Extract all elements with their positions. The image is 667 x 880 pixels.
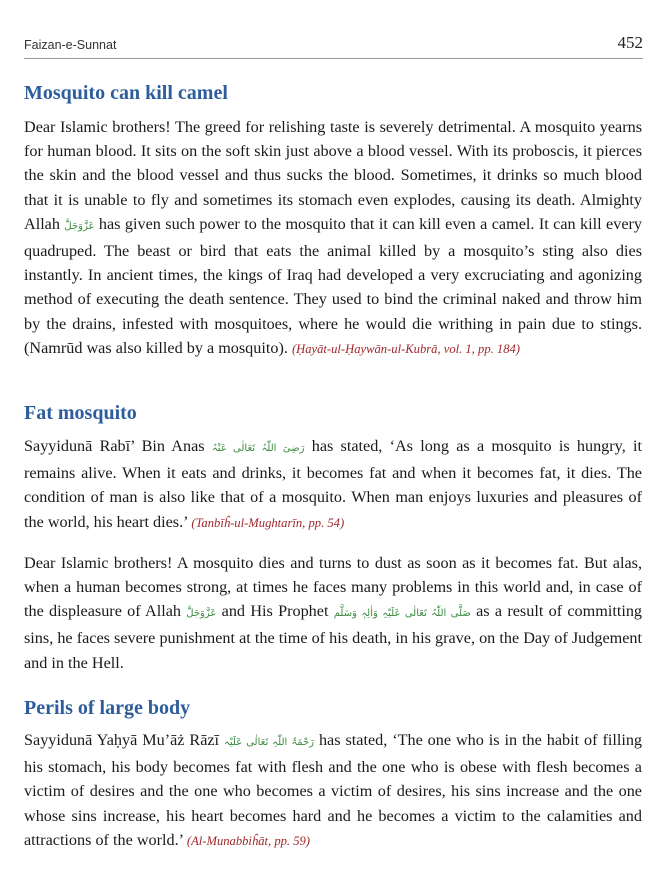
book-title: Faizan-e-Sunnat: [24, 38, 117, 52]
section-title: Perils of large body: [24, 697, 191, 719]
arabic-honorific: صَلَّی اللّٰہُ تَعَالٰی عَلَیْہِ وَاٰلِہٖ وَسَلَّم: [333, 608, 471, 620]
paragraph-text: as a result of committing sins, he faces severe punishment at the time of his death, in his grave, on the Day of Judgement and in the Hell.: [24, 602, 643, 672]
arabic-honorific: عَزَّوَجَلَّ: [64, 220, 95, 232]
arabic-honorific: عَزَّوَجَلَّ: [186, 608, 217, 620]
paragraph: [24, 728, 642, 853]
citation: (Ḥayāt-ul-Ḥaywān-ul-Kubrā, vol. 1, pp. 184): [291, 341, 521, 356]
paragraph: [24, 551, 642, 675]
page-header: [24, 33, 643, 59]
section-mosquito-can-kill-camel: [24, 81, 642, 361]
page-number: 452: [617, 33, 643, 52]
section-title: Mosquito can kill camel: [24, 82, 228, 104]
section-fat-mosquito: [24, 401, 642, 675]
paragraph: [24, 115, 642, 361]
paragraph-text: Sayyidunā Rabī’ Bin Anas: [24, 437, 212, 455]
paragraph-text: and His Prophet: [216, 602, 334, 621]
paragraph-text: has stated, ‘As long as a mosquito is hungry, it remains alive. When it eats and drinks, it becomes fat and when it becomes fat, it dies. The condition of man is also like that of a mosquito. When man enjoys luxuries and pleasures of the world, his heart dies.’: [24, 437, 642, 531]
citation: (Al-Munabbiĥāt, pp. 59): [186, 833, 310, 848]
paragraph-text: has given such power to the mosquito that it can kill even a camel. It can kill every quadruped. The beast or bird that eats the animal killed by a mosquito’s sting also dies instantly. In ancient times, the kings of Iraq had developed a very excruciating and agonizing method of executing the death sentence. They used to bind the criminal naked and throw him by the drains, infested with mosquitoes, where he would die writhing in pain due to stings. (Namrūd was also killed by a mosquito).: [24, 214, 642, 357]
section-perils-of-large-body: [24, 696, 642, 853]
paragraph-text: has stated, ‘The one who is in the habit of filling his stomach, his body becomes fat with flesh and the one who is obese with flesh becomes a victim of desires and the one who becomes a victim of desires, his sins increase and the one whose sins increase, his heart becomes hard and he becomes a victim to the calamities and attractions of the world.’: [24, 731, 643, 849]
paragraph-text: Dear Islamic brothers! The greed for relishing taste is severely detrimental. A mosquito yearns for human blood. It sits on the soft skin just above a blood vessel. With its proboscis, it pierces the skin and the blood vessel and thus sucks the blood. Sometimes, it drinks so much blood that it is unable to fly and sometimes its stomach even explodes, causing its death. Almighty Allah: [24, 118, 642, 233]
section-title: Fat mosquito: [24, 402, 137, 424]
citation: (Tanbīĥ-ul-Mughtarīn, pp. 54): [191, 515, 345, 530]
paragraph: [24, 434, 642, 535]
arabic-honorific: رَحْمَۃُ اللّٰہِ تَعَالٰی عَلَیْہ: [224, 737, 315, 748]
paragraph-text: Sayyidunā Yaḥyā Mu’āż Rāzī: [24, 731, 224, 749]
paragraph-text: Dear Islamic brothers! A mosquito dies and turns to dust as soon as it becomes fat. But alas, when a human becomes strong, at times he faces many problems in this world and, in case of the displeasure of Allah: [24, 553, 642, 621]
arabic-honorific: رَضِیَ اللّٰہُ تَعَالٰی عَنْہُ: [211, 443, 305, 454]
